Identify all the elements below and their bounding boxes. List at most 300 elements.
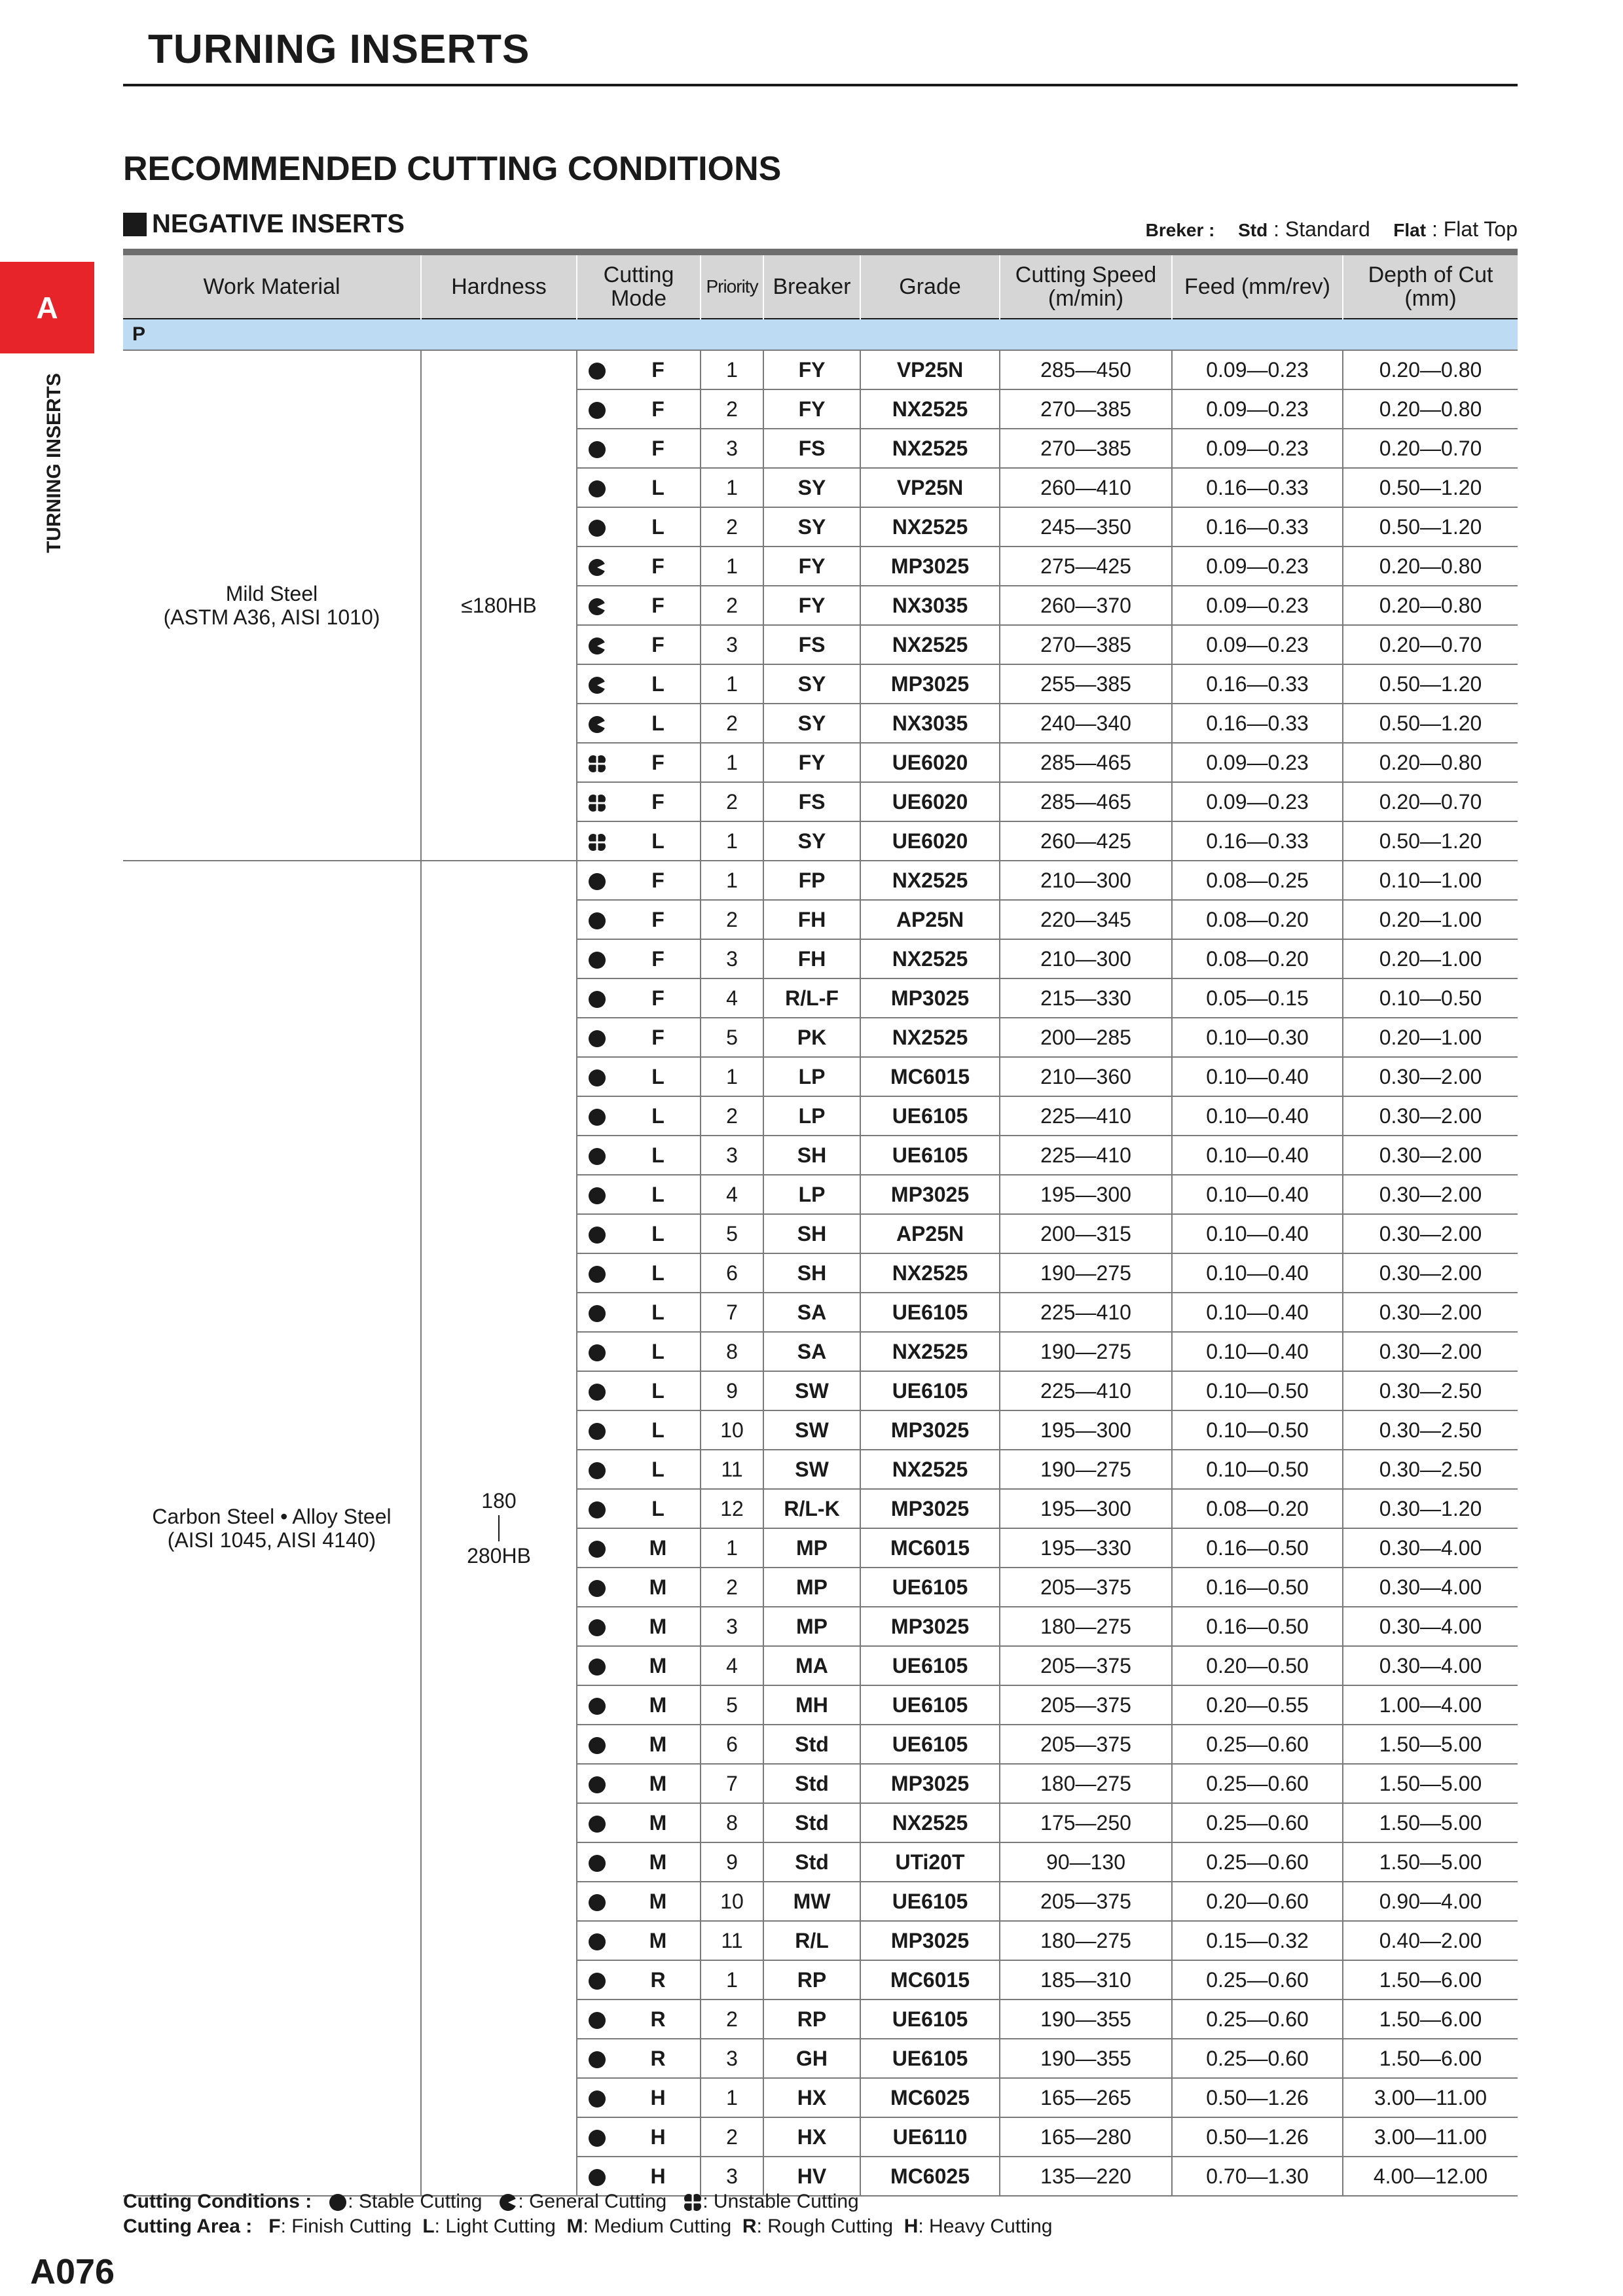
area-cell: F	[616, 547, 701, 586]
cutting-speed-cell: 180—275	[1000, 1607, 1172, 1646]
area-cell: F	[616, 978, 701, 1018]
area-cell: L	[616, 821, 701, 861]
cutting-speed-cell: 225—410	[1000, 1096, 1172, 1136]
feed-cell: 0.08—0.20	[1172, 900, 1343, 939]
depth-cell: 0.20—1.00	[1343, 939, 1518, 978]
condition-cell	[577, 1450, 616, 1489]
area-cell: L	[616, 1489, 701, 1528]
breaker-flat-code: Flat	[1393, 220, 1427, 240]
priority-cell: 1	[701, 821, 763, 861]
grade-cell: MP3025	[860, 1921, 1000, 1960]
grade-cell: AP25N	[860, 900, 1000, 939]
area-list	[268, 2215, 1063, 2237]
hardness-max: 280HB	[467, 1544, 531, 1568]
area-label: Cutting Area :	[123, 2215, 253, 2237]
unstable-cutting-icon	[587, 833, 607, 852]
stable-cutting-icon	[587, 1225, 607, 1245]
breaker-cell: FS	[763, 429, 860, 468]
stable-cutting-icon	[587, 1814, 607, 1834]
depth-cell: 0.20—0.70	[1343, 625, 1518, 664]
grade-cell: MC6015	[860, 1528, 1000, 1568]
grade-cell: NX2525	[860, 1803, 1000, 1842]
stable-cutting-icon	[587, 2089, 607, 2109]
feed-cell: 0.10—0.40	[1172, 1096, 1343, 1136]
grade-cell: MP3025	[860, 547, 1000, 586]
condition-cell	[577, 1332, 616, 1371]
grade-cell: UE6105	[860, 1685, 1000, 1725]
depth-cell: 0.30—4.00	[1343, 1568, 1518, 1607]
grade-cell: MC6025	[860, 2078, 1000, 2117]
feed-cell: 0.16—0.50	[1172, 1568, 1343, 1607]
depth-cell: 0.50—1.20	[1343, 507, 1518, 547]
grade-cell: UE6020	[860, 821, 1000, 861]
stable-legend-text: : Stable Cutting	[348, 2191, 483, 2212]
area-cell: L	[616, 1450, 701, 1489]
area-text: : Heavy Cutting	[918, 2215, 1053, 2237]
area-cell: R	[616, 2039, 701, 2078]
cutting-speed-cell: 180—275	[1000, 1764, 1172, 1803]
depth-cell: 0.30—2.00	[1343, 1175, 1518, 1214]
depth-cell: 1.50—5.00	[1343, 1725, 1518, 1764]
breaker-cell: MH	[763, 1685, 860, 1725]
feed-cell: 0.09—0.23	[1172, 743, 1343, 782]
feed-cell: 0.20—0.60	[1172, 1882, 1343, 1921]
priority-cell: 5	[701, 1685, 763, 1725]
priority-cell: 11	[701, 1921, 763, 1960]
grade-cell: MP3025	[860, 1607, 1000, 1646]
condition-cell	[577, 1096, 616, 1136]
stable-cutting-icon	[587, 2128, 607, 2148]
breaker-cell: FH	[763, 900, 860, 939]
cutting-speed-cell: 285—450	[1000, 350, 1172, 389]
cutting-speed-cell: 195—300	[1000, 1175, 1172, 1214]
priority-cell: 8	[701, 1332, 763, 1371]
condition-cell	[577, 586, 616, 625]
breaker-cell: HV	[763, 2157, 860, 2196]
cutting-speed-cell: 190—275	[1000, 1332, 1172, 1371]
cutting-speed-cell: 175—250	[1000, 1803, 1172, 1842]
grade-cell: UE6105	[860, 1293, 1000, 1332]
grade-cell: UE6110	[860, 2117, 1000, 2157]
depth-cell: 0.10—0.50	[1343, 978, 1518, 1018]
hardness-cell	[421, 861, 577, 2196]
condition-cell	[577, 1882, 616, 1921]
area-cell: L	[616, 1253, 701, 1293]
feed-cell: 0.10—0.50	[1172, 1371, 1343, 1410]
grade-cell: UE6105	[860, 1568, 1000, 1607]
breaker-cell: FS	[763, 625, 860, 664]
depth-cell: 0.30—4.00	[1343, 1528, 1518, 1568]
feed-cell: 0.10—0.40	[1172, 1057, 1343, 1096]
area-cell: L	[616, 1371, 701, 1410]
condition-cell	[577, 1018, 616, 1057]
priority-cell: 6	[701, 1253, 763, 1293]
grade-cell: MC6015	[860, 1057, 1000, 1096]
feed-cell: 0.16—0.33	[1172, 821, 1343, 861]
grade-cell: UE6105	[860, 1136, 1000, 1175]
col-feed: Feed (mm/rev)	[1172, 255, 1343, 319]
depth-cell: 0.20—0.80	[1343, 350, 1518, 389]
feed-cell: 0.16—0.33	[1172, 704, 1343, 743]
grade-cell: NX2525	[860, 939, 1000, 978]
breaker-cell: SW	[763, 1410, 860, 1450]
feed-cell: 0.16—0.50	[1172, 1607, 1343, 1646]
area-code: R	[742, 2215, 757, 2237]
condition-cell	[577, 900, 616, 939]
breaker-cell: RP	[763, 1960, 860, 2000]
feed-cell: 0.25—0.60	[1172, 2039, 1343, 2078]
depth-cell: 3.00—11.00	[1343, 2117, 1518, 2157]
stable-cutting-icon	[587, 401, 607, 420]
priority-cell: 4	[701, 1646, 763, 1685]
breaker-cell: SH	[763, 1214, 860, 1253]
breaker-std-code: Std	[1238, 220, 1268, 240]
cutting-speed-cell: 165—280	[1000, 2117, 1172, 2157]
feed-cell: 0.25—0.60	[1172, 2000, 1343, 2039]
cutting-speed-cell: 270—385	[1000, 625, 1172, 664]
area-cell: L	[616, 1136, 701, 1175]
feed-cell: 0.15—0.32	[1172, 1921, 1343, 1960]
stable-cutting-icon	[587, 1971, 607, 1991]
depth-cell: 0.30—2.50	[1343, 1410, 1518, 1450]
footer-legend	[123, 2189, 1063, 2239]
priority-cell: 1	[701, 1057, 763, 1096]
priority-cell: 5	[701, 1214, 763, 1253]
feed-cell: 0.25—0.60	[1172, 1842, 1343, 1882]
area-code: H	[903, 2215, 919, 2237]
cutting-speed-cell: 185—310	[1000, 1960, 1172, 2000]
feed-cell: 0.10—0.40	[1172, 1253, 1343, 1293]
page-title: TURNING INSERTS	[148, 27, 530, 72]
priority-cell: 3	[701, 939, 763, 978]
breaker-cell: FH	[763, 939, 860, 978]
area-cell: M	[616, 1803, 701, 1842]
feed-cell: 0.16—0.33	[1172, 507, 1343, 547]
area-cell: M	[616, 1725, 701, 1764]
section-tab[interactable]	[0, 262, 94, 353]
title-rule	[123, 84, 1518, 86]
breaker-cell: MW	[763, 1882, 860, 1921]
priority-cell: 5	[701, 1018, 763, 1057]
feed-cell: 0.10—0.40	[1172, 1214, 1343, 1253]
breaker-cell: LP	[763, 1175, 860, 1214]
col-priority: Priority	[701, 255, 763, 319]
area-cell: L	[616, 664, 701, 704]
breaker-flat-text: : Flat Top	[1431, 217, 1518, 241]
grade-cell: NX2525	[860, 1018, 1000, 1057]
cutting-speed-cell: 220—345	[1000, 900, 1172, 939]
priority-cell: 8	[701, 1803, 763, 1842]
priority-cell: 2	[701, 704, 763, 743]
breaker-cell: FY	[763, 547, 860, 586]
breaker-cell: SY	[763, 468, 860, 507]
priority-cell: 1	[701, 861, 763, 900]
depth-cell: 0.30—4.00	[1343, 1646, 1518, 1685]
breaker-cell: Std	[763, 1764, 860, 1803]
col-hardness: Hardness	[421, 255, 577, 319]
depth-cell: 0.90—4.00	[1343, 1882, 1518, 1921]
stable-cutting-icon	[587, 518, 607, 538]
feed-cell: 0.09—0.23	[1172, 350, 1343, 389]
grade-cell: NX2525	[860, 625, 1000, 664]
feed-cell: 0.09—0.23	[1172, 586, 1343, 625]
cutting-speed-cell: 205—375	[1000, 1568, 1172, 1607]
condition-cell	[577, 625, 616, 664]
stable-cutting-icon	[587, 1186, 607, 1206]
grade-cell: NX2525	[860, 1253, 1000, 1293]
stable-cutting-icon	[587, 2011, 607, 2030]
feed-cell: 0.09—0.23	[1172, 782, 1343, 821]
depth-cell: 0.20—0.80	[1343, 389, 1518, 429]
unstable-cutting-icon	[587, 793, 607, 813]
breaker-cell: SA	[763, 1293, 860, 1332]
breaker-cell: RP	[763, 2000, 860, 2039]
stable-cutting-icon	[587, 1893, 607, 1912]
condition-cell	[577, 782, 616, 821]
condition-cell	[577, 1528, 616, 1568]
grade-cell: NX2525	[860, 429, 1000, 468]
area-cell: L	[616, 507, 701, 547]
stable-cutting-icon	[587, 1736, 607, 1755]
col-depth: Depth of Cut (mm)	[1343, 255, 1518, 319]
depth-cell: 4.00—12.00	[1343, 2157, 1518, 2196]
stable-cutting-icon	[587, 1775, 607, 1795]
hardness-value: ≤180HB	[461, 594, 537, 617]
unstable-cutting-icon	[587, 754, 607, 774]
feed-cell: 0.09—0.23	[1172, 389, 1343, 429]
stable-cutting-icon	[587, 990, 607, 1009]
feed-cell: 0.10—0.30	[1172, 1018, 1343, 1057]
condition-cell	[577, 1057, 616, 1096]
area-cell: R	[616, 1960, 701, 2000]
feed-cell: 0.16—0.33	[1172, 468, 1343, 507]
area-cell: F	[616, 743, 701, 782]
breaker-cell: SW	[763, 1371, 860, 1410]
col-work-material: Work Material	[123, 255, 421, 319]
stable-cutting-icon	[587, 1657, 607, 1677]
feed-cell: 0.08—0.20	[1172, 1489, 1343, 1528]
stable-cutting-icon	[587, 1265, 607, 1284]
depth-cell: 0.30—1.20	[1343, 1489, 1518, 1528]
area-code: L	[422, 2215, 435, 2237]
breaker-cell: FY	[763, 389, 860, 429]
condition-cell	[577, 743, 616, 782]
condition-cell	[577, 1410, 616, 1450]
breaker-cell: R/L-F	[763, 978, 860, 1018]
condition-cell	[577, 429, 616, 468]
grade-cell: NX2525	[860, 1450, 1000, 1489]
area-cell: M	[616, 1685, 701, 1725]
priority-cell: 2	[701, 782, 763, 821]
breaker-cell: FY	[763, 586, 860, 625]
breaker-cell: SH	[763, 1136, 860, 1175]
area-cell: M	[616, 1882, 701, 1921]
stable-cutting-icon	[587, 1579, 607, 1598]
condition-cell	[577, 1214, 616, 1253]
breaker-cell: HX	[763, 2078, 860, 2117]
stable-cutting-icon	[587, 872, 607, 891]
table-row	[123, 350, 1518, 389]
feed-cell: 0.10—0.50	[1172, 1450, 1343, 1489]
grade-cell: MP3025	[860, 1175, 1000, 1214]
breaker-cell: SY	[763, 704, 860, 743]
cutting-speed-cell: 255—385	[1000, 664, 1172, 704]
stable-cutting-icon	[587, 1461, 607, 1480]
unstable-cutting-icon	[683, 2193, 702, 2212]
priority-cell: 1	[701, 664, 763, 704]
breaker-cell: FY	[763, 350, 860, 389]
stable-cutting-icon	[587, 1147, 607, 1166]
area-cell: L	[616, 1293, 701, 1332]
condition-cell	[577, 1136, 616, 1175]
feed-cell: 0.70—1.30	[1172, 2157, 1343, 2196]
priority-cell: 1	[701, 743, 763, 782]
area-cell: F	[616, 586, 701, 625]
breaker-cell: HX	[763, 2117, 860, 2157]
stable-cutting-icon	[328, 2193, 348, 2212]
col-cutting-mode: Cutting Mode	[577, 255, 701, 319]
cutting-speed-cell: 190—275	[1000, 1253, 1172, 1293]
breaker-cell: LP	[763, 1096, 860, 1136]
grade-cell: UE6105	[860, 1882, 1000, 1921]
priority-cell: 1	[701, 1528, 763, 1568]
breaker-legend-label: Breker :	[1145, 220, 1215, 240]
general-cutting-icon	[587, 675, 607, 695]
stable-cutting-icon	[587, 1696, 607, 1716]
depth-cell: 0.50—1.20	[1343, 704, 1518, 743]
area-text: : Light Cutting	[434, 2215, 556, 2237]
area-code: M	[566, 2215, 583, 2237]
area-code: F	[268, 2215, 281, 2237]
condition-cell	[577, 1607, 616, 1646]
cutting-speed-cell: 240—340	[1000, 704, 1172, 743]
area-cell: M	[616, 1921, 701, 1960]
cutting-speed-cell: 90—130	[1000, 1842, 1172, 1882]
condition-cell	[577, 821, 616, 861]
cutting-speed-cell: 195—330	[1000, 1528, 1172, 1568]
depth-cell: 0.30—4.00	[1343, 1607, 1518, 1646]
breaker-cell: PK	[763, 1018, 860, 1057]
breaker-cell: SA	[763, 1332, 860, 1371]
feed-cell: 0.25—0.60	[1172, 1764, 1343, 1803]
depth-cell: 0.20—1.00	[1343, 1018, 1518, 1057]
area-cell: F	[616, 350, 701, 389]
priority-cell: 4	[701, 978, 763, 1018]
breaker-cell: MP	[763, 1568, 860, 1607]
condition-cell	[577, 350, 616, 389]
priority-cell: 9	[701, 1842, 763, 1882]
cutting-speed-cell: 260—425	[1000, 821, 1172, 861]
depth-cell: 0.30—2.00	[1343, 1293, 1518, 1332]
cutting-speed-cell: 275—425	[1000, 547, 1172, 586]
cutting-area-legend	[123, 2214, 1063, 2239]
feed-cell: 0.09—0.23	[1172, 625, 1343, 664]
priority-cell: 2	[701, 900, 763, 939]
general-cutting-icon	[587, 597, 607, 617]
condition-cell	[577, 507, 616, 547]
area-cell: F	[616, 861, 701, 900]
feed-cell: 0.16—0.33	[1172, 664, 1343, 704]
square-bullet-icon	[123, 213, 147, 236]
condition-cell	[577, 1725, 616, 1764]
breaker-cell: SY	[763, 664, 860, 704]
cutting-speed-cell: 260—370	[1000, 586, 1172, 625]
breaker-cell: MP	[763, 1607, 860, 1646]
table-header-row	[123, 255, 1518, 319]
cutting-speed-cell: 285—465	[1000, 743, 1172, 782]
stable-cutting-icon	[587, 1068, 607, 1088]
depth-cell: 0.30—2.00	[1343, 1253, 1518, 1293]
cutting-speed-cell: 210—300	[1000, 861, 1172, 900]
feed-cell: 0.08—0.20	[1172, 939, 1343, 978]
depth-cell: 0.50—1.20	[1343, 468, 1518, 507]
grade-cell: UE6105	[860, 2000, 1000, 2039]
breaker-cell: FP	[763, 861, 860, 900]
area-text: : Medium Cutting	[583, 2215, 732, 2237]
grade-cell: VP25N	[860, 468, 1000, 507]
stable-cutting-icon	[587, 1343, 607, 1363]
breaker-cell: R/L	[763, 1921, 860, 1960]
area-cell: L	[616, 1214, 701, 1253]
area-cell: L	[616, 1057, 701, 1096]
condition-cell	[577, 1842, 616, 1882]
area-cell: F	[616, 625, 701, 664]
condition-cell	[577, 1685, 616, 1725]
stable-cutting-icon	[587, 1932, 607, 1952]
condition-cell	[577, 1371, 616, 1410]
area-cell: L	[616, 1175, 701, 1214]
cutting-speed-cell: 285—465	[1000, 782, 1172, 821]
priority-cell: 1	[701, 547, 763, 586]
cutting-speed-cell: 195—300	[1000, 1410, 1172, 1450]
breaker-cell: R/L-K	[763, 1489, 860, 1528]
breaker-cell: FY	[763, 743, 860, 782]
condition-cell	[577, 1764, 616, 1803]
priority-cell: 2	[701, 1096, 763, 1136]
area-cell: F	[616, 900, 701, 939]
cutting-speed-cell: 260—410	[1000, 468, 1172, 507]
feed-cell: 0.09—0.23	[1172, 547, 1343, 586]
breaker-cell: Std	[763, 1842, 860, 1882]
work-material-name: Carbon Steel • Alloy Steel	[152, 1505, 392, 1528]
feed-cell: 0.25—0.60	[1172, 1803, 1343, 1842]
condition-cell	[577, 1253, 616, 1293]
stable-cutting-icon	[587, 911, 607, 931]
cutting-speed-cell: 225—410	[1000, 1136, 1172, 1175]
priority-cell: 1	[701, 468, 763, 507]
cutting-speed-cell: 200—315	[1000, 1214, 1172, 1253]
col-grade: Grade	[860, 255, 1000, 319]
priority-cell: 6	[701, 1725, 763, 1764]
work-material-standard: (ASTM A36, AISI 1010)	[163, 605, 380, 629]
stable-cutting-icon	[587, 1304, 607, 1323]
section-title: RECOMMENDED CUTTING CONDITIONS	[123, 150, 782, 188]
breaker-cell: FS	[763, 782, 860, 821]
grade-cell: NX3035	[860, 586, 1000, 625]
grade-cell: MP3025	[860, 1489, 1000, 1528]
depth-cell: 0.20—0.70	[1343, 782, 1518, 821]
area-cell: F	[616, 389, 701, 429]
grade-cell: UE6105	[860, 1725, 1000, 1764]
condition-cell	[577, 1293, 616, 1332]
breaker-cell: Std	[763, 1803, 860, 1842]
cutting-speed-cell: 190—355	[1000, 2039, 1172, 2078]
area-cell: R	[616, 2000, 701, 2039]
grade-cell: VP25N	[860, 350, 1000, 389]
feed-cell: 0.20—0.50	[1172, 1646, 1343, 1685]
feed-cell: 0.08—0.25	[1172, 861, 1343, 900]
area-cell: L	[616, 704, 701, 743]
